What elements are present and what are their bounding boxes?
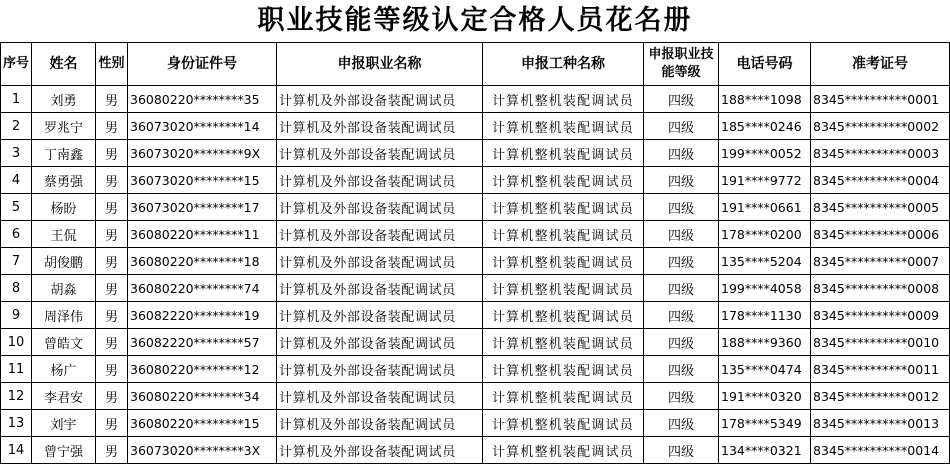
cell-occupation: 计算机及外部设备装配调试员 [277, 140, 483, 167]
cell-name: 杨广 [32, 356, 96, 383]
cell-index: 7 [1, 248, 32, 275]
cell-job-type: 计算机整机装配调试员 [483, 167, 644, 194]
roster-body [1, 86, 950, 464]
cell-occupation: 计算机及外部设备装配调试员 [277, 113, 483, 140]
cell-exam-number: 8345**********0004 [811, 167, 950, 194]
cell-name: 胡淼 [32, 275, 96, 302]
table-row [1, 329, 950, 356]
cell-skill-level: 四级 [644, 410, 719, 437]
table-row [1, 86, 950, 113]
cell-phone: 135****5204 [719, 248, 811, 275]
header-skill-level: 申报职业技能等级 [644, 43, 719, 86]
cell-name: 蔡勇强 [32, 167, 96, 194]
cell-index: 8 [1, 275, 32, 302]
cell-skill-level: 四级 [644, 437, 719, 464]
cell-skill-level: 四级 [644, 248, 719, 275]
cell-gender: 男 [96, 113, 128, 140]
cell-phone: 188****1098 [719, 86, 811, 113]
cell-name: 罗兆宁 [32, 113, 96, 140]
table-row [1, 194, 950, 221]
cell-occupation: 计算机及外部设备装配调试员 [277, 410, 483, 437]
cell-phone: 178****0200 [719, 221, 811, 248]
header-phone: 电话号码 [719, 43, 811, 86]
cell-occupation: 计算机及外部设备装配调试员 [277, 329, 483, 356]
cell-job-type: 计算机整机装配调试员 [483, 410, 644, 437]
cell-exam-number: 8345**********0005 [811, 194, 950, 221]
cell-id-number: 36073020********17 [128, 194, 277, 221]
cell-skill-level: 四级 [644, 194, 719, 221]
page-title: 职业技能等级认定合格人员花名册 [257, 5, 693, 36]
table-row [1, 248, 950, 275]
cell-name: 杨盼 [32, 194, 96, 221]
cell-skill-level: 四级 [644, 356, 719, 383]
cell-index: 12 [1, 383, 32, 410]
cell-gender: 男 [96, 302, 128, 329]
table-row [1, 356, 950, 383]
cell-job-type: 计算机整机装配调试员 [483, 275, 644, 302]
table-row [1, 302, 950, 329]
cell-skill-level: 四级 [644, 329, 719, 356]
cell-occupation: 计算机及外部设备装配调试员 [277, 275, 483, 302]
cell-index: 10 [1, 329, 32, 356]
cell-phone: 178****5349 [719, 410, 811, 437]
table-row [1, 167, 950, 194]
cell-occupation: 计算机及外部设备装配调试员 [277, 356, 483, 383]
cell-occupation: 计算机及外部设备装配调试员 [277, 86, 483, 113]
table-row [1, 383, 950, 410]
cell-job-type: 计算机整机装配调试员 [483, 86, 644, 113]
header-gender: 性别 [96, 43, 128, 86]
cell-index: 9 [1, 302, 32, 329]
cell-id-number: 36073020********3X [128, 437, 277, 464]
cell-job-type: 计算机整机装配调试员 [483, 140, 644, 167]
cell-job-type: 计算机整机装配调试员 [483, 194, 644, 221]
cell-skill-level: 四级 [644, 86, 719, 113]
cell-gender: 男 [96, 248, 128, 275]
cell-phone: 191****0320 [719, 383, 811, 410]
cell-id-number: 36082220********19 [128, 302, 277, 329]
cell-exam-number: 8345**********0008 [811, 275, 950, 302]
cell-id-number: 36080220********74 [128, 275, 277, 302]
cell-exam-number: 8345**********0002 [811, 113, 950, 140]
cell-name: 曾宁强 [32, 437, 96, 464]
cell-id-number: 36080220********12 [128, 356, 277, 383]
cell-gender: 男 [96, 437, 128, 464]
cell-job-type: 计算机整机装配调试员 [483, 113, 644, 140]
cell-id-number: 36082220********57 [128, 329, 277, 356]
header-index: 序号 [1, 43, 32, 86]
cell-phone: 191****9772 [719, 167, 811, 194]
cell-name: 丁南鑫 [32, 140, 96, 167]
cell-index: 3 [1, 140, 32, 167]
cell-skill-level: 四级 [644, 302, 719, 329]
cell-job-type: 计算机整机装配调试员 [483, 302, 644, 329]
cell-job-type: 计算机整机装配调试员 [483, 356, 644, 383]
cell-gender: 男 [96, 410, 128, 437]
cell-occupation: 计算机及外部设备装配调试员 [277, 383, 483, 410]
cell-gender: 男 [96, 383, 128, 410]
cell-id-number: 36073020********15 [128, 167, 277, 194]
cell-skill-level: 四级 [644, 167, 719, 194]
cell-id-number: 36073020********9X [128, 140, 277, 167]
cell-index: 4 [1, 167, 32, 194]
cell-index: 1 [1, 86, 32, 113]
cell-occupation: 计算机及外部设备装配调试员 [277, 437, 483, 464]
cell-name: 曾皓文 [32, 329, 96, 356]
cell-skill-level: 四级 [644, 275, 719, 302]
cell-exam-number: 8345**********0001 [811, 86, 950, 113]
cell-id-number: 36080220********34 [128, 383, 277, 410]
cell-job-type: 计算机整机装配调试员 [483, 329, 644, 356]
table-header-row [1, 43, 950, 86]
cell-id-number: 36080220********11 [128, 221, 277, 248]
cell-index: 13 [1, 410, 32, 437]
cell-job-type: 计算机整机装配调试员 [483, 437, 644, 464]
table-row [1, 410, 950, 437]
cell-phone: 199****4058 [719, 275, 811, 302]
table-row [1, 221, 950, 248]
roster-table [0, 42, 950, 464]
cell-id-number: 36080220********15 [128, 410, 277, 437]
cell-gender: 男 [96, 194, 128, 221]
cell-exam-number: 8345**********0012 [811, 383, 950, 410]
table-row [1, 140, 950, 167]
cell-skill-level: 四级 [644, 113, 719, 140]
cell-name: 周泽伟 [32, 302, 96, 329]
table-row [1, 437, 950, 464]
cell-skill-level: 四级 [644, 383, 719, 410]
cell-id-number: 36080220********18 [128, 248, 277, 275]
cell-occupation: 计算机及外部设备装配调试员 [277, 167, 483, 194]
cell-phone: 185****0246 [719, 113, 811, 140]
cell-occupation: 计算机及外部设备装配调试员 [277, 194, 483, 221]
cell-exam-number: 8345**********0010 [811, 329, 950, 356]
cell-occupation: 计算机及外部设备装配调试员 [277, 248, 483, 275]
cell-phone: 188****9360 [719, 329, 811, 356]
cell-occupation: 计算机及外部设备装配调试员 [277, 221, 483, 248]
cell-gender: 男 [96, 140, 128, 167]
cell-name: 刘勇 [32, 86, 96, 113]
header-name: 姓名 [32, 43, 96, 86]
cell-exam-number: 8345**********0013 [811, 410, 950, 437]
header-job-type: 申报工种名称 [483, 43, 644, 86]
header-exam-number: 准考证号 [811, 43, 950, 86]
cell-gender: 男 [96, 221, 128, 248]
cell-id-number: 36073020********14 [128, 113, 277, 140]
cell-index: 11 [1, 356, 32, 383]
cell-skill-level: 四级 [644, 140, 719, 167]
cell-gender: 男 [96, 167, 128, 194]
cell-exam-number: 8345**********0006 [811, 221, 950, 248]
cell-gender: 男 [96, 329, 128, 356]
table-row [1, 113, 950, 140]
cell-exam-number: 8345**********0014 [811, 437, 950, 464]
cell-name: 李君安 [32, 383, 96, 410]
cell-exam-number: 8345**********0009 [811, 302, 950, 329]
table-row [1, 275, 950, 302]
cell-phone: 134****0321 [719, 437, 811, 464]
cell-job-type: 计算机整机装配调试员 [483, 248, 644, 275]
cell-name: 胡俊鹏 [32, 248, 96, 275]
cell-gender: 男 [96, 86, 128, 113]
cell-exam-number: 8345**********0011 [811, 356, 950, 383]
cell-job-type: 计算机整机装配调试员 [483, 383, 644, 410]
cell-phone: 178****1130 [719, 302, 811, 329]
cell-name: 王侃 [32, 221, 96, 248]
cell-gender: 男 [96, 356, 128, 383]
cell-exam-number: 8345**********0003 [811, 140, 950, 167]
cell-occupation: 计算机及外部设备装配调试员 [277, 302, 483, 329]
cell-phone: 191****0661 [719, 194, 811, 221]
cell-exam-number: 8345**********0007 [811, 248, 950, 275]
cell-gender: 男 [96, 275, 128, 302]
header-id-number: 身份证件号 [128, 43, 277, 86]
cell-name: 刘宇 [32, 410, 96, 437]
header-occupation: 申报职业名称 [277, 43, 483, 86]
cell-phone: 199****0052 [719, 140, 811, 167]
cell-index: 6 [1, 221, 32, 248]
cell-index: 5 [1, 194, 32, 221]
cell-index: 2 [1, 113, 32, 140]
cell-phone: 135****0474 [719, 356, 811, 383]
cell-job-type: 计算机整机装配调试员 [483, 221, 644, 248]
cell-id-number: 36080220********35 [128, 86, 277, 113]
cell-skill-level: 四级 [644, 221, 719, 248]
cell-index: 14 [1, 437, 32, 464]
